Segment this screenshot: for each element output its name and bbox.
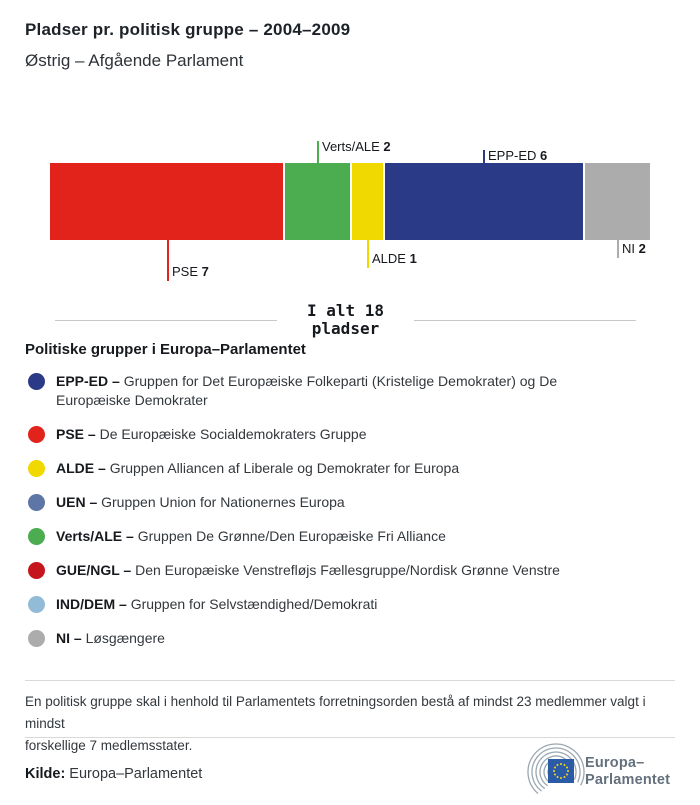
group-abbr: NI – [56, 630, 82, 646]
callout-label-Verts/ALE: Verts/ALE 2 [322, 139, 391, 154]
source-label: Kilde: [25, 766, 66, 782]
callout-tick-ALDE [367, 240, 369, 268]
legend-item-text [56, 527, 446, 546]
seat-chart [50, 120, 650, 295]
group-name: De Europæiske Socialdemokraters Gruppe [99, 426, 367, 442]
group-name: Løsgængere [85, 630, 165, 646]
group-abbr: Verts/ALE – [56, 528, 134, 544]
group-color-dot-icon [28, 596, 45, 613]
legend-item [25, 372, 627, 410]
legend-item [25, 561, 627, 580]
callout-label-ALDE: ALDE 1 [372, 251, 417, 266]
callout-tick-NI [617, 240, 619, 258]
divider-top [25, 680, 675, 681]
legend-list [25, 372, 627, 663]
group-color-dot-icon [28, 528, 45, 545]
legend-item-text [56, 425, 367, 444]
logo-text-line1: Europa– [585, 755, 645, 771]
legend-item [25, 527, 627, 546]
bar-segment-ALDE [350, 163, 383, 240]
europarl-logo [512, 740, 692, 800]
legend-item [25, 425, 627, 444]
legend-item [25, 595, 627, 614]
callout-label-NI: NI 2 [622, 241, 646, 256]
legend-item-text [56, 493, 345, 512]
bar-segment-EPP-ED [383, 163, 583, 240]
legend-item [25, 459, 627, 478]
footnote-line1: En politisk gruppe skal i henhold til Parlamentets forretningsorden bestå af mindst 23 medlemmer valgt i mindst [25, 694, 646, 731]
source-line [25, 766, 202, 782]
total-seats-block [55, 302, 636, 338]
page-title: Pladser pr. politisk gruppe – 2004–2009 [25, 20, 351, 39]
group-abbr: EPP-ED – [56, 373, 120, 389]
bar-segment-PSE [50, 163, 283, 240]
group-color-dot-icon [28, 373, 45, 390]
total-rule-right [414, 320, 636, 321]
group-abbr: ALDE – [56, 460, 106, 476]
bar-segment-NI [583, 163, 650, 240]
group-color-dot-icon [28, 494, 45, 511]
logo-text-line2: Parlamentet [585, 772, 671, 788]
total-rule-left [55, 320, 277, 321]
group-name: Gruppen Union for Nationernes Europa [101, 494, 345, 510]
callout-tick-EPP-ED [483, 150, 485, 163]
group-name: Gruppen for Selvstændighed/Demokrati [130, 596, 378, 612]
legend-item-text [56, 629, 165, 648]
page-subtitle: Østrig – Afgående Parlament [25, 51, 244, 70]
legend-heading: Politiske grupper i Europa–Parlamentet [25, 341, 306, 358]
group-abbr: UEN – [56, 494, 98, 510]
group-color-dot-icon [28, 562, 45, 579]
callout-tick-PSE [167, 240, 169, 281]
seat-bar [50, 163, 650, 240]
group-abbr: PSE – [56, 426, 96, 442]
group-color-dot-icon [28, 426, 45, 443]
callout-tick-Verts/ALE [317, 141, 319, 163]
group-abbr: IND/DEM – [56, 596, 127, 612]
legend-item-text [56, 595, 377, 614]
group-name: Gruppen for Det Europæiske Folkeparti (Kristelige Demokrater) og De Europæiske Demokrater [56, 373, 558, 408]
legend-item [25, 493, 627, 512]
group-color-dot-icon [28, 460, 45, 477]
total-seats-text [307, 302, 384, 338]
total-line2: pladser [311, 319, 380, 338]
footnote-line2: forskellige 7 medlemsstater. [25, 738, 193, 753]
eu-flag-icon [548, 759, 574, 783]
bar-segment-Verts/ALE [283, 163, 350, 240]
group-name: Gruppen Alliancen af Liberale og Demokrater for Europa [109, 460, 460, 476]
legend-item-text [56, 459, 459, 478]
legend-item-text [56, 561, 560, 580]
europarl-logo-graphic [512, 740, 692, 800]
source-value: Europa–Parlamentet [65, 766, 203, 782]
total-line1: I alt 18 [306, 301, 385, 320]
callout-label-PSE: PSE 7 [172, 264, 209, 279]
divider-bottom [25, 737, 675, 738]
group-name: Gruppen De Grønne/Den Europæiske Fri Alliance [137, 528, 446, 544]
legend-item [25, 629, 627, 648]
group-name: Den Europæiske Venstrefløjs Fællesgruppe/Nordisk Grønne Venstre [135, 562, 560, 578]
legend-item-text [56, 372, 627, 410]
group-abbr: GUE/NGL – [56, 562, 132, 578]
group-color-dot-icon [28, 630, 45, 647]
callout-label-EPP-ED: EPP-ED 6 [488, 148, 548, 163]
